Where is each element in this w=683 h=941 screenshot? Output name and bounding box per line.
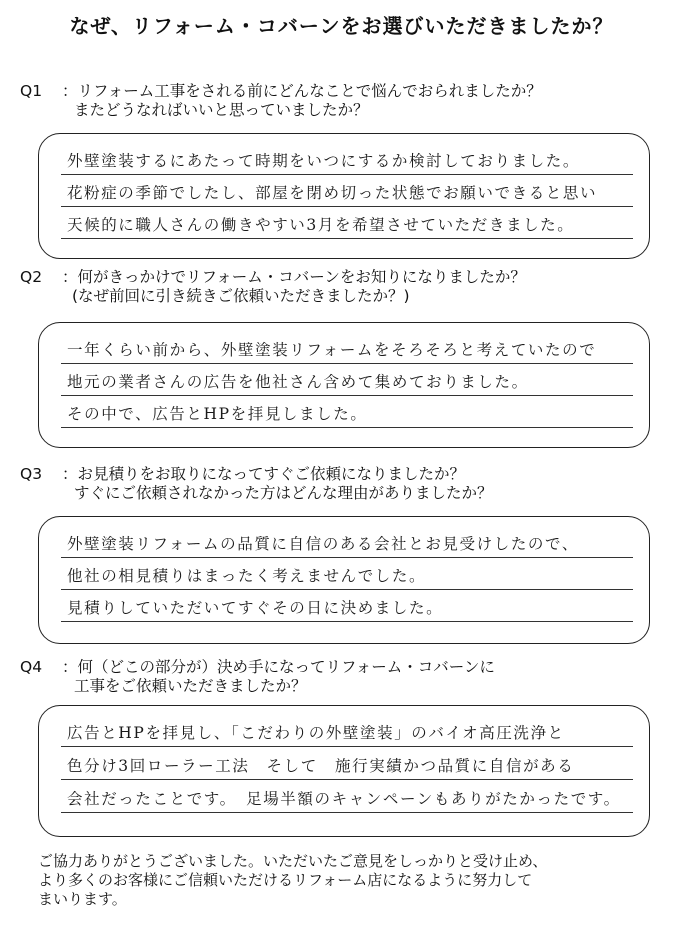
question-line: ：リフォーム工事をされる前にどんなことで悩んでおられましたか？ xyxy=(62,82,542,100)
question-line: ：何がきっかけでリフォーム・コバーンをお知りになりましたか？ xyxy=(62,268,526,286)
question-line: (なぜ前回に引き続きご依頼いただきましたか？) xyxy=(72,287,410,305)
closing-message xyxy=(38,852,547,909)
question-text xyxy=(62,658,495,696)
answer-line xyxy=(61,525,633,558)
answer-line xyxy=(61,780,633,813)
question-text xyxy=(62,268,526,306)
answer-line xyxy=(61,395,633,428)
answer-text: 会社だったことです。 足場半額のキャンペーンもありがたかったです。 xyxy=(67,790,621,808)
answer-box-2 xyxy=(38,322,650,448)
question-line: 工事をご依頼いただきましたか？ xyxy=(74,677,307,695)
question-text xyxy=(62,82,542,120)
page-title: なぜ、リフォーム・コバーンをお選びいただきましたか？ xyxy=(69,14,614,38)
answer-text: 地元の業者さんの広告を他社さん含めて集めておりました。 xyxy=(67,373,529,391)
question-line: すぐにご依頼されなかった方はどんな理由がありましたか？ xyxy=(74,484,493,502)
answer-text: 一年くらい前から、外壁塗装リフォームをそろそろと考えていたので xyxy=(67,341,597,359)
answer-line xyxy=(61,747,633,780)
answer-box-3 xyxy=(38,516,650,644)
answer-line xyxy=(61,589,633,622)
answer-line xyxy=(61,142,633,175)
answer-box-4 xyxy=(38,705,650,837)
answer-text: 天候的に職人さんの働きやすい3月を希望させていただきました。 xyxy=(67,216,575,234)
answer-text: その中で、広告とHPを拝見しました。 xyxy=(67,405,368,423)
question-text xyxy=(62,465,493,503)
question-line: またどうなればいいと思っていましたか？ xyxy=(74,101,369,119)
question-label: Q3 xyxy=(20,465,43,483)
question-label: Q2 xyxy=(20,268,43,286)
answer-line xyxy=(61,714,633,747)
answer-line xyxy=(61,363,633,396)
answer-line xyxy=(61,206,633,239)
answer-text: 花粉症の季節でしたし、部屋を閉め切った状態でお願いできると思い xyxy=(67,184,598,202)
answer-box-1 xyxy=(38,133,650,259)
answer-text: 色分け3回ローラー工法 そして 施行実績かつ品質に自信がある xyxy=(67,757,575,775)
question-label: Q4 xyxy=(20,658,43,676)
answer-text: 他社の相見積りはまったく考えませんでした。 xyxy=(67,567,427,585)
answer-text: 見積りしていただいてすぐその日に決めました。 xyxy=(67,599,444,617)
answer-text: 広告とHPを拝見し、「こだわりの外壁塗装」のバイオ高圧洗浄と xyxy=(67,724,565,742)
closing-line: より多くのお客様にご信頼いただけるリフォーム店になるように努力して xyxy=(38,871,533,889)
answer-line xyxy=(61,331,633,364)
question-line: ：お見積りをお取りになってすぐご依頼になりましたか？ xyxy=(62,465,466,483)
question-label: Q1 xyxy=(20,82,43,100)
question-line: ：何（どこの部分が）決め手になってリフォーム・コバーンに xyxy=(62,658,495,676)
answer-text: 外壁塗装リフォームの品質に自信のある会社とお見受けしたので、 xyxy=(67,535,579,553)
answer-text: 外壁塗装するにあたって時期をいつにするか検討しておりました。 xyxy=(67,152,581,170)
closing-line: まいります。 xyxy=(38,890,127,908)
answer-line xyxy=(61,174,633,207)
closing-line: ご協力ありがとうございました。いただいたご意見をしっかりと受け止め、 xyxy=(38,852,548,870)
answer-line xyxy=(61,557,633,590)
